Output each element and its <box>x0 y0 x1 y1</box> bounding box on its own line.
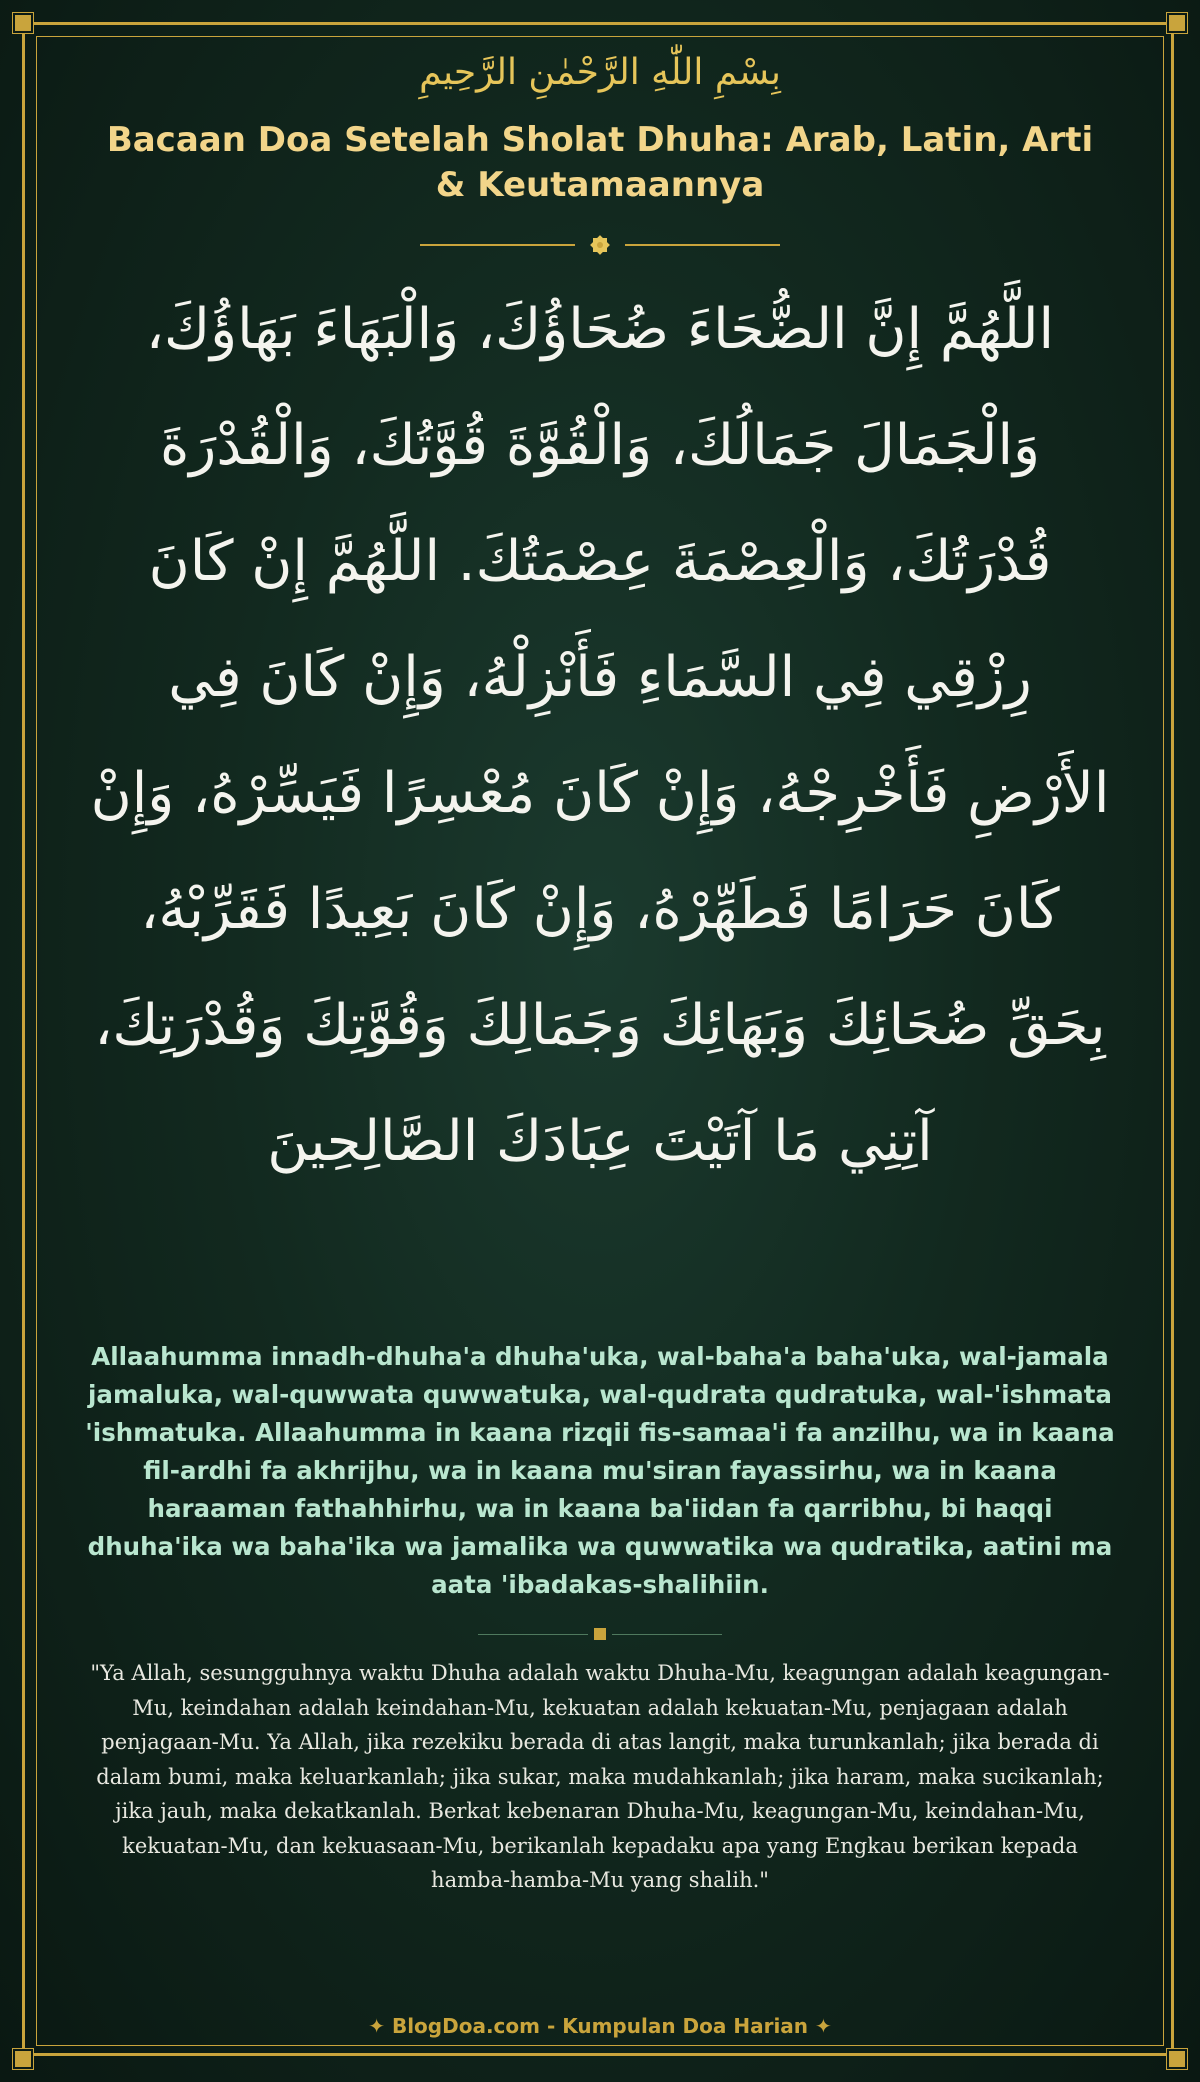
divider-line-right <box>625 244 780 246</box>
divider-line-left <box>420 244 575 246</box>
top-divider <box>0 232 1200 258</box>
middle-divider <box>0 1628 1200 1640</box>
corner-ornament-top-left <box>15 15 31 31</box>
diamond-icon <box>594 1628 606 1640</box>
indonesian-translation: "Ya Allah, sesungguhnya waktu Dhuha adalah waktu Dhuha-Mu, keagungan adalah keagungan-Mu, keindahan adalah keindahan-Mu, kekuatan adalah kekuatan-Mu, penjagaan adalah penjagaan-Mu. Ya Allah, jika rezekiku berada di atas langit, maka turunkanlah; jika berada di dalam bumi, maka keluarkanlah; jika sukar, maka mudahkanlah; jika haram, maka sucikanlah; jika jauh, maka dekatkanlah. Berkat kebenaran Dhuha-Mu, keagungan-Mu, keindahan-Mu, kekuatan-Mu, dan kekuasaan-Mu, berikanlah kepadaku apa yang Engkau berikan kepada hamba-hamba-Mu yang shalih." <box>90 1661 1110 1892</box>
eight-point-star-icon <box>587 232 613 258</box>
divider-line-left <box>478 1634 588 1635</box>
divider-line-right <box>612 1634 722 1635</box>
footer-credit: ✦ BlogDoa.com - Kumpulan Doa Harian ✦ <box>368 2014 832 2038</box>
basmalah-heading: بِسْمِ اللّٰهِ الرَّحْمٰنِ الرَّحِيمِ <box>419 52 781 93</box>
corner-ornament-bottom-left <box>15 2051 31 2067</box>
arabic-doa-text: اللَّهُمَّ إِنَّ الضُّحَاءَ ضُحَاؤُكَ، وَالْبَهَاءَ بَهَاؤُكَ، وَالْجَمَالَ جَمَالُكَ، وَالْقُوَّةَ قُوَّتُكَ، وَالْقُدْرَةَ قُدْرَتُكَ، وَالْعِصْمَةَ عِصْمَتُكَ. اللَّهُمَّ إِنْ كَانَ رِزْقِي فِي السَّمَاءِ فَأَنْزِلْهُ، وَإِنْ كَانَ فِي الأَرْضِ فَأَخْرِجْهُ، وَإِنْ كَانَ مُعْسِرًا فَيَسِّرْهُ، وَإِنْ كَانَ حَرَامًا فَطَهِّرْهُ، وَإِنْ كَانَ بَعِيدًا فَقَرِّبْهُ، بِحَقِّ ضُحَائِكَ وَبَهَائِكَ وَجَمَالِكَ وَقُوَّتِكَ وَقُدْرَتِكَ، آتِنِي مَا آتَيْتَ عِبَادَكَ الصَّالِحِينَ <box>90 297 1110 1174</box>
corner-ornament-top-right <box>1169 15 1185 31</box>
corner-ornament-bottom-right <box>1169 2051 1185 2067</box>
page-title: Bacaan Doa Setelah Sholat Dhuha: Arab, Latin, Arti & Keutamaannya <box>106 120 1094 205</box>
latin-transliteration: Allaahumma innadh-dhuha'a dhuha'uka, wal-baha'a baha'uka, wal-jamala jamaluka, wal-quwwata quwwatuka, wal-qudrata qudratuka, wal-'ishmata 'ishmatuka. Allaahumma in kaana rizqii fis-samaa'i fa anzilhu, wa in kaana fil-ardhi fa akhrijhu, wa in kaana mu'siran fayassirhu, wa in kaana haraaman fathahhirhu, wa in kaana ba'iidan fa qarribhu, bi haqqi dhuha'ika wa baha'ika wa jamalika wa quwwatika wa qudratika, aatini ma aata 'ibadakas-shalihiin. <box>85 1342 1115 1599</box>
